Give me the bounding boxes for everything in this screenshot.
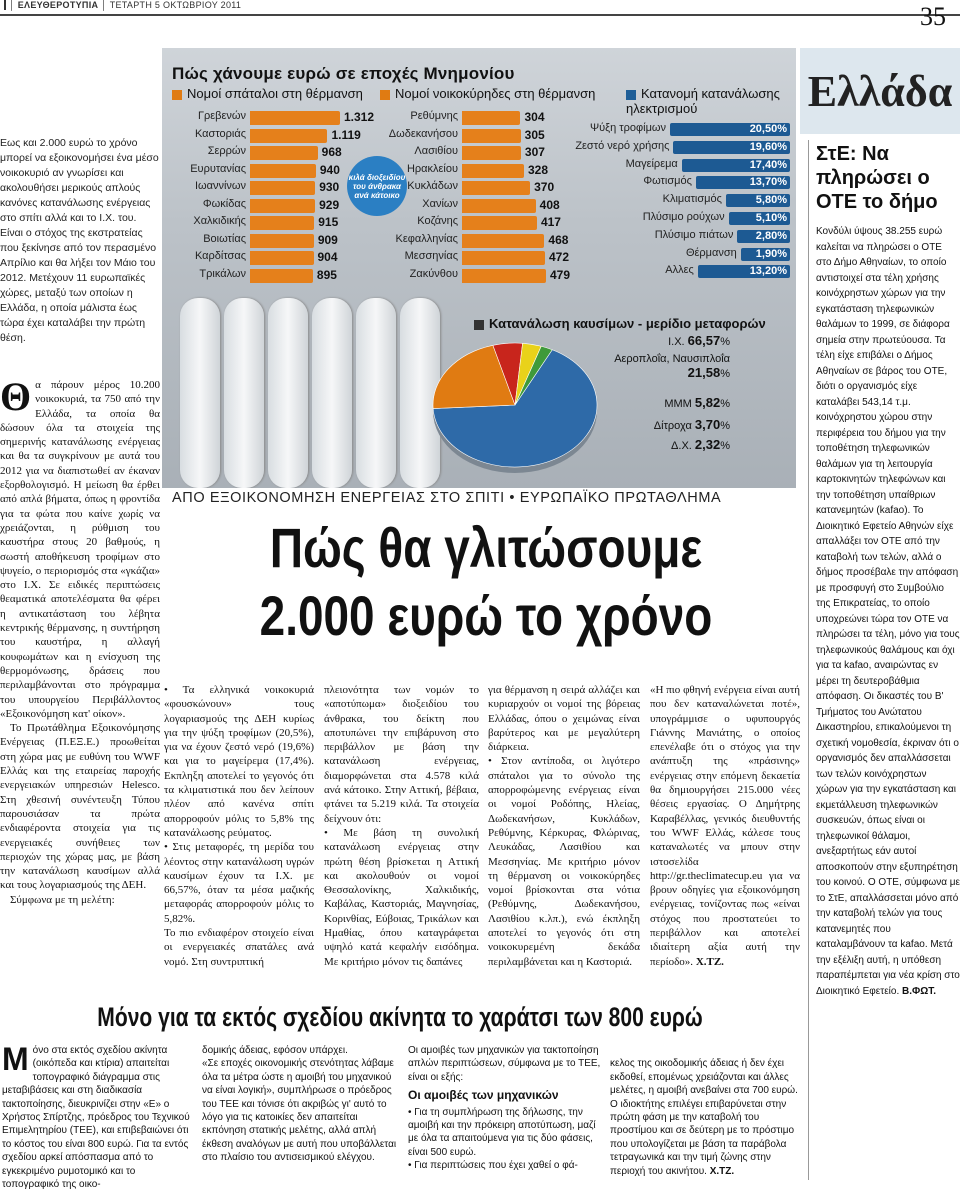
bar-value: 305 <box>524 127 545 142</box>
elec-bar: 5,80% <box>726 194 790 207</box>
bar-value: 307 <box>524 145 545 159</box>
bar-value: 1.119 <box>331 127 361 142</box>
chart-wasteful <box>172 110 375 290</box>
elec-bar: 2,80% <box>737 230 790 243</box>
body-col-5 <box>650 683 800 969</box>
sub-headline: Μόνο για τα εκτός σχεδίου ακίνητα το χαράτσι των 800 ευρώ <box>97 1002 703 1032</box>
unit-badge: κιλά διοξειδίου του άνθρακα ανά κάτοικο <box>347 156 407 216</box>
bar-value: 1.312 <box>344 110 375 124</box>
mid-chart-title: Νομοί νοικοκύρηδες στη θέρμανση <box>380 86 595 101</box>
bar <box>462 181 530 195</box>
lower-c3-subhead: Οι αμοιβές των μηχανικών <box>408 1088 559 1103</box>
bar-label: Τρικάλων <box>199 267 246 280</box>
bar <box>462 216 537 230</box>
bar-label: Καστοριάς <box>194 127 246 140</box>
lower-c3b-text: • Για τη συμπλήρωση της δήλωσης, την αμοιβή και την πρόκειρη αποτύπωση, μαζί με όλα τα απαιτούμενα για τις δύο φάσεις, είναι 500 ευρώ. • Για περιπτώσεις που έχει χαθεί ο φά- <box>408 1106 596 1172</box>
lower-col-1 <box>2 1041 192 1191</box>
right-chart-title: Κατανομή κατανάλωσης ηλεκτρισμού <box>626 86 780 116</box>
bar-value: 472 <box>548 250 569 264</box>
drop-cap: Θ <box>0 374 32 419</box>
bar-value: 370 <box>534 180 555 194</box>
elec-bar: 19,60% <box>673 141 790 154</box>
header-rule <box>0 14 960 16</box>
bar-value: 468 <box>548 232 569 247</box>
body-col-3: πλειονότητα των νομών το «αποτύπωμα» διοξειδίου του άνθρακα, του δείκτη που αποτυπώνει την επιβάρυνση στο περιβάλλον με βάση την κατανάλωση ενέργειας, διαμορφώνεται στα 4.578 κιλά ανά κάτοικο. Στην Αττική, βέβαια, φτάνει τα 5.219 κιλά. Τα στοιχεία δείχνουν ότι: • Με βάση τη συνολική κατανάλωση ενέργειας στην πρώτη θέση βρίσκεται η Αττική και ακολουθούν οι νομοί Θεσσαλονίκης, Χαλκιδικής, Καβάλας, Καστοριάς, Μαγνησίας, Κορινθίας, Εύβοιας, Τρικάλων και Ημαθίας, όπου καταγράφεται υψηλό κατά κεφαλήν εισόδημα. Με κριτήριο μόνον τις δαπάνες <box>324 684 479 968</box>
bar-value: 915 <box>318 215 339 229</box>
bar-label: Ιωαννίνων <box>194 180 246 192</box>
bar-label: Ρεθύμνης <box>410 110 458 122</box>
bar-value: 895 <box>316 267 337 282</box>
bar-label: Ευρυτανίας <box>190 162 246 175</box>
graphic-title: Πώς χάνουμε ευρώ σε εποχές Μνημονίου <box>172 64 515 83</box>
bar-value: 904 <box>317 250 338 264</box>
sidebar <box>816 142 960 999</box>
elec-label: Αλλες <box>665 264 694 277</box>
bar <box>250 129 327 143</box>
bar-value: 929 <box>319 197 340 212</box>
bar <box>462 234 544 248</box>
lower-col-4 <box>610 1044 800 1178</box>
body-col-4: για θέρμανση η σειρά αλλάζει και κυριαρχούν οι νομοί της βόρειας Ελλάδας, όπου ο χειμώνας είναι βαρύτερος και με μεγαλύτερη διάρκεια. • Στον αντίποδα, οι λιγότερο σπάταλοι για το σύνολο της απορροφώμενης ενέργειας είναι οι νομοί Ροδόπης, Ηλείας, Δωδεκανήσων, Κυκλάδων, Ρεθύμνης, Κέρκυρας, Φλώρινας, Λευκάδας, Λασιθίου και Μεσσηνίας. Με κριτήριο μόνον τη θέρμανση οι νοικοκύρηδες νομοί βρίσκονται στα νότια (Ρεθύμνης, Δωδεκανήσου, Λασιθίου κ.λπ.), ενώ έκπληξη αποτελεί το γεγονός ότι στη νοικοκυρεμένη δεκάδα περιλαμβάνεται και η Καστοριά. <box>488 684 640 968</box>
bar-value: 408 <box>539 197 560 212</box>
intro-paragraph: Εως και 2.000 ευρώ το χρόνο μπορεί να εξοικονομήσει ένα μέσο νοικοκυριό αν γνωρίσει και ακολουθήσει μερικούς απλούς κανόνες κατανάλωσης ενέργειας στο σπίτι αλλά και το Ι.Χ. του. Είναι ο στόχος της εκστρατείας που ξεκίνησε από τον περασμένο Απρίλιο και θα λήξει τον Μάιο του 2012. Μετέχουν 11 ευρωπαϊκές χώρες, μεταξύ των οποίων η Ελλάδα, η οποία μάλιστα έως τώρα έχει καταλάβει την πρώτη θέση. <box>0 137 159 344</box>
lower-c3-text: Οι αμοιβές των μηχανικών για τακτοποίηση απλών περιπτώσεων, σύμφωνα με το ΤΕΕ, είναι οι εξής: <box>408 1045 601 1083</box>
bar-value: 930 <box>319 180 340 194</box>
bar <box>462 164 524 178</box>
elec-label: Πλύσιμο πιάτων <box>654 228 734 241</box>
bar <box>462 111 520 125</box>
elec-bar: 5,10% <box>729 212 790 225</box>
pie-label: Αεροπλοΐα, Ναυσιπλοΐα 21,58% <box>614 353 730 380</box>
bar-label: Χανίων <box>422 197 458 210</box>
bar-label: Κεφαλληνίας <box>395 232 458 245</box>
lower-col-2: δομικής άδειας, εφόσον υπάρχει. «Σε εποχές οικονομικής στενότητας λάβαμε όλα τα μέτρα ώστε η αμοιβή του μηχανικού να είναι λογική», συμπλήρωσε ο πρόεδρος του ΤΕΕ και τόνισε ότι ακριβώς γι' αυτό το λόγο για τις κατοικίες δεν απαιτείται εκπόνηση στατικής μελέτης, αλλά απλή έκθεση αναλόγων με αυτή που υποβάλλεται στο πλαίσιο του αντισεισμικού ελέγχου. <box>202 1045 397 1164</box>
headline-line-2: 2.000 ευρώ το χρόνο <box>259 584 713 647</box>
issue-date: ΤΕΤΑΡΤΗ 5 ΟΚΤΩΒΡΙΟΥ 2011 <box>109 0 242 10</box>
bar-value: 479 <box>550 267 571 282</box>
elec-label: Ψύξη τροφίμων <box>589 122 666 134</box>
sidebar-divider <box>808 140 809 1180</box>
bar <box>250 181 315 195</box>
body-col-1 <box>0 374 160 907</box>
sidebar-title: ΣτΕ: Να πληρώσει ο ΟΤΕ το δήμο <box>816 143 938 213</box>
elec-label: Θέρμανση <box>685 246 737 259</box>
body-col-2: • Τα ελληνικά νοικοκυριά «φουσκώνουν» τους λογαριασμούς της ΔΕΗ κυρίως για την ψύξη τροφίμων (20,5%), για να έχουν ζεστό νερό (19,6%) και για το μαγείρεμα (17,4%). Εκπληξη αποτελεί το γεγονός ότι τα κλιματιστικά που δεν λείπουν πλέον από κανένα σπίτι απορροφούν μόλις το 5,8% της κατανάλωσης ρεύματος. • Στις μεταφορές, τη μερίδα του λέοντος στην κατανάλωση υγρών καυσίμων έχουν τα Ι.Χ. με 66,57%, όταν τα μέσα μαζικής μεταφοράς απορροφούν μόλις το 5,82%. Το πιο ενδιαφέρον στοιχείο είναι οι ενεργειακές σπατάλες ανά νομό. Στη συντριπτική <box>164 684 314 968</box>
section-title: Ελλάδα <box>800 48 960 134</box>
bar <box>462 146 521 160</box>
pie-chart-title: Κατανάλωση καυσίμων - μερίδιο μεταφορών <box>474 316 766 331</box>
bar-label: Βοιωτίας <box>203 232 246 245</box>
bar-label: Λασιθίου <box>414 145 458 157</box>
col5-signature: Χ.ΤΖ. <box>695 955 724 968</box>
lower-signature: Χ.ΤΖ. <box>709 1165 735 1177</box>
elec-label: Φωτισμός <box>643 175 692 188</box>
bar-label: Δωδεκανήσου <box>388 127 458 140</box>
bar <box>250 216 314 230</box>
sidebar-body <box>816 224 960 999</box>
bar-value: 417 <box>540 215 561 229</box>
headline <box>229 514 744 650</box>
bar-label: Ηρακλείου <box>406 162 458 175</box>
bar-value: 304 <box>524 110 545 124</box>
bar-label: Ζακύνθου <box>409 267 458 280</box>
bar <box>462 251 545 265</box>
bar-value: 909 <box>317 232 338 247</box>
bar-value: 328 <box>527 162 549 177</box>
body-col5-text: «Η πιο φθηνή ενέργεια είναι αυτή που δεν καταναλώνεται ποτέ», υπογράμμισε ο υφυπουργός Γιάννης Μανιάτης, ο οποίος επενέλαβε ότι ο στόχος για την ανάπτυξη της «πράσινης» ενέργειας στην επόμενη δεκαετία θα δημιουργήσει 215.000 νέες θέσεις εργασίας. Ο Δημήτρης Καραβέλλας, γενικός διευθυντής του WWF Ελλάς, κάλεσε τους καταναλωτές να μπουν στην ιστοσελίδα http://gr.theclimatecup.eu για να βρουν οδηγίες για εξοικονόμηση ενέργειας, τονίζοντας πως «είναι στόχος που προστατεύει το περιβάλλον και αποτελεί ιδιαίτερη αξία αυτή την περίοδο». <box>650 684 800 968</box>
elec-label: Ζεστό νερό χρήσης <box>575 139 670 152</box>
bar <box>462 199 536 213</box>
left-chart-title: Νομοί σπάταλοι στη θέρμανση <box>172 86 363 101</box>
header-text: │ ΕΛΕΥΘΕΡΟΤΥΠΙΑ │ ΤΕΤΑΡΤΗ 5 ΟΚΤΩΒΡΙΟΥ 2011 <box>4 0 241 10</box>
elec-label: Πλύσιμο ρούχων <box>642 211 725 223</box>
elec-bar: 17,40% <box>682 159 790 172</box>
bar <box>250 111 340 125</box>
bar-value: 940 <box>319 162 340 177</box>
elec-bar: 1,90% <box>741 248 790 261</box>
bar <box>462 269 546 283</box>
bar-label: Σερρών <box>207 145 246 157</box>
bar <box>250 199 315 213</box>
elec-bar: 20,50% <box>670 123 790 136</box>
elec-bar: 13,70% <box>696 176 790 189</box>
body-col1b-text: Το Πρωτάθλημα Εξοικονόμησης Ενέργειας (Π.ΕΞ.Ε.) προωθείται στη χώρα μας με ευθύνη του WWF Ελλάς και της εταιρείας παροχής ενεργειακών υπηρεσιών Helesco. Στη χθεσινή συνέντευξη Τύπου παρουσιάσαν τα πρώτα ενδιαφέροντα στοιχεία για τις ενεργειακές συνήθειες των περιοχών της χώρας μας, με βάση την κατανάλωση καυσίμων αλλά και τους λογαριασμούς της ΔΕΗ. <box>0 722 160 892</box>
bar <box>250 234 314 248</box>
bar <box>250 269 313 283</box>
bar-label: Κοζάνης <box>417 215 458 227</box>
bar-label: Φωκίδας <box>202 197 246 210</box>
pie-label: ΜΜΜ 5,82% <box>664 395 730 410</box>
kicker: ΑΠΟ ΕΞΟΙΚΟΝΟΜΗΣΗ ΕΝΕΡΓΕΙΑΣ ΣΤΟ ΣΠΙΤΙ • ΕΥΡΩΠΑΪΚΟ ΠΡΩΤΑΘΛΗΜΑ <box>172 490 722 506</box>
elec-label: Κλιματισμός <box>662 193 722 206</box>
bar-label: Χαλκιδικής <box>193 215 246 227</box>
page-header <box>0 0 960 12</box>
pie-label: Δ.Χ. 2,32% <box>671 437 730 452</box>
bar-label: Καρδίτσας <box>194 250 246 262</box>
bar-label: Γρεβενών <box>197 110 246 122</box>
headline-line-1: Πώς θα γλιτώσουμε <box>269 516 703 579</box>
elec-bar: 13,20% <box>698 265 790 278</box>
lower-c4-text: κελος της οικοδομικής άδειας ή δεν έχει εκδοθεί, επομένως χρειάζονται και άλλες μελέτες, η αμοιβή ανεβαίνει στα 700 ευρώ. Ο ιδιοκτήτης επιλέγει επιβαρύνεται στην πρώτη φάση με την καταβολή του προστίμου και σε δεύτερη με το πρόστιμο που υπολογίζεται με βάση τα παράβολα τετραγωνικά και την τιμή ζώνης στην περιοχή του ακινήτου. <box>610 1058 798 1177</box>
page-number: 35 <box>920 2 946 31</box>
bar <box>462 129 521 143</box>
lower-drop-cap: Μ <box>2 1041 29 1077</box>
sidebar-text: Κονδύλι ύψους 38.255 ευρώ καλείται να πληρώσει ο ΟΤΕ στο Δήμο Αθηναίων, το οποίο αντιστοιχεί στα τέλη χρήσης κοινόχρηστων χώρων για την εγκατάσταση τηλεφωνικών θαλάμων το 1999, σε διάφορα σημεία στην πρωτεύουσα. Τα τέλη είχε επιβάλει ο Δήμος Αθηναίων σε βάρος του ΟΤΕ, διότι ο οργανισμός είχε καταλάβει 543,14 τ.μ. κοινόχρηστου χώρου στην περιφέρεια του δήμου για την τοποθέτηση τηλεφωνικών θαλάμων για τη λειτουργία καρτοκινητών τηλεφώνων και την τοποθέτηση υπαίθριων κατανεμητών (kafao). Το Διοικητικό Εφετείο Αθηνών είχε απαλλάξει τον ΟΤΕ από την καταβολή των τελών, αλλά ο δήμος προσέβαλε την απόφαση με προσφυγή στο Συμβούλιο της Επικρατείας, το οποίο υποχρεώνει τώρα τον ΟΤΕ να πληρώσει τα τέλη, μόνο για τους τηλεφωνικούς θαλάμους και όχι για τα kafao, αναιρώντας εν μέρει τη δευτεροβάθμια απόφαση. Οι δικαστές του Β' Τμήματος του Ανώτατου Δικαστηρίου, επικαλούμενοι τη σχετική νομοθεσία, έκριναν ότι ο οργανισμός δεν απαλλάσσεται των τελών κοινόχρηστων χώρων για την εγκατάσταση και εκμετάλλευση τηλεφωνικών συσκευών, όπως είναι οι τηλεφωνικοί θάλαμοι, ανεξαρτήτως εάν αυτοί αποσκοπούν στην εξυπηρέτηση του κοινού. Ο ΟΤΕ, σύμφωνα με το ΣτΕ, απαλλάσσεται μόνο από την καταβολή τελών για τους κατανεμητές που καταλαμβάνουν τα kafao. Μετά την εξέλιξη αυτή, η υπόθεση παραπέμπεται για νέα κρίση στο Διοικητικό Εφετείο. <box>816 226 960 997</box>
bar <box>250 146 318 160</box>
chart-electricity <box>575 122 790 292</box>
lower-c1-text: όνο στα εκτός σχεδίου ακίνητα (οικόπεδα και κτίρια) απαιτείται τοπογραφικό διάγραμμα στις μεταβιβάσεις και στη διαδικασία τακτοποίησης, διευκρινίζει στην «Ε» ο Χρήστος Σπίρτζης, πρόεδρος του Τεχνικού Επιμελητηρίου (ΤΕΕ), και επιβεβαιώνει ότι το κόστος του είναι 800 ευρώ. Για τα εντός σχεδίου αρκεί απόσπασμα από το εγκεκριμένο ρυμοτομικό και το τοπογραφικό της οικο- <box>2 1045 190 1191</box>
body-col1-text: α πάρουν μέρος 10.200 νοικοκυριά, τα 750 από την Ελλάδα, τα οποία θα δώσουν όλα τα στοιχεία της σημερινής κατανάλωσης ενέργειας και θα τα συγκρίνουν με αυτά του 2012 για να διαπιστωθεί αν έκαναν εξορθολογισμό. Η μείωση θα έρθει από απλά βήματα, όπως η φροντίδα για τα φώτα που καίνε χωρίς να χρειάζονται, η ρύθμιση του καυστήρα στους 20 βαθμούς, η σωστή αποθήκευση τροφίμων στο ψυγείο, ο περιορισμός στα «γκάζια» στο Ι.Χ. Σε ειδικές περιπτώσεις θεαματικά αποτελέσματα θα φέρει η αντικατάσταση του λέβητα κεντρικής θέρμανσης, η συντήρηση του καυστήρα, η αλλαγή κουφωμάτων και η ενίσχυση της θερμομόνωσης, δράσεις που περιλαμβάνονται στο πρόγραμμα του υπουργείου Περιβάλλοντος «Εξοικονόμηση κατ' οίκον». <box>0 379 160 720</box>
sidebar-signature: Β.ΦΩΤ. <box>902 985 937 997</box>
bar-label: Μεσσηνίας <box>404 250 458 262</box>
bar-label: Κυκλάδων <box>407 180 458 192</box>
lower-col-3 <box>408 1044 602 1173</box>
paper-name: ΕΛΕΥΘΕΡΟΤΥΠΙΑ <box>17 0 99 10</box>
pie-label: Ι.Χ. 66,57% <box>668 333 730 348</box>
bar-value: 968 <box>321 145 342 159</box>
body-col1c-text: Σύμφωνα με τη μελέτη: <box>10 893 115 906</box>
pie-label: Δίτροχα 3,70% <box>653 417 730 432</box>
elec-label: Μαγείρεμα <box>625 157 678 170</box>
bar <box>250 251 314 265</box>
bar <box>250 164 316 178</box>
